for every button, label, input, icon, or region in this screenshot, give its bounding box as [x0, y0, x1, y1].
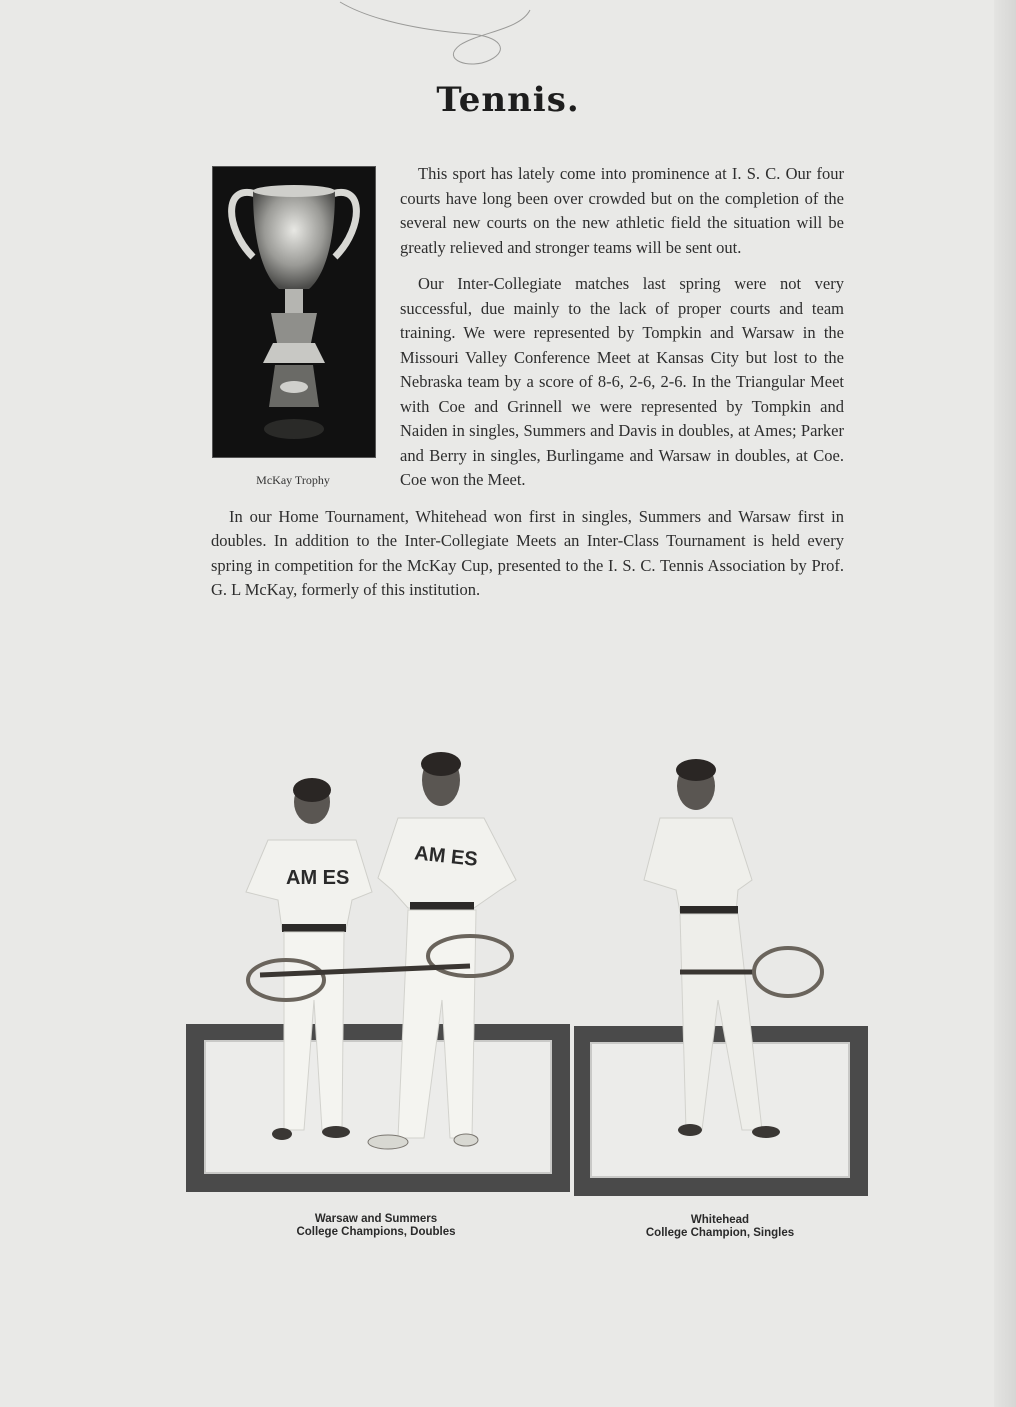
singles-photo-caption [580, 1214, 860, 1240]
doubles-player-left-figure [246, 778, 372, 1140]
doubles-photo-caption [236, 1213, 516, 1239]
paragraph-1: This sport has lately come into prominence at I. S. C. Our four courts have long been over crowded but on the completion of the several new courts on the new athletic field the situation will be greatly relieved and stronger teams will be sent out. [400, 164, 844, 257]
doubles-caption-title: College Champions, Doubles [296, 1226, 456, 1238]
paragraph-3: In our Home Tournament, Whitehead won first in singles, Summers and Warsaw first in doubles. In addition to the Inter-Collegiate Meets an Inter-Class Tournament is held every spring in competition for the McKay Cup, presented to the I. S. C. Tennis Association by Prof. G. L McKay, formerly of this institution. [211, 506, 844, 599]
paragraph-2: Our Inter-Collegiate matches last spring were not very successful, due mainly to the lack of proper courts and team training. We were represented by Tompkin and Warsaw in the Missouri Valley Conference Meet at Kansas City but lost to the Nebraska team by a score of 8-6, 2-6, 2-6. In the Triangular Meet with Coe and Grinnell we were represented by Tompkin and Naiden in singles, Summers and Davis in doubles, at Ames; Parker and Berry in singles, Burlingame and Warsaw in doubles, at Coe. Coe won the Meet. [400, 274, 844, 489]
shirt-lettering-right: AM ES [413, 842, 479, 871]
trophy-caption: McKay Trophy [256, 473, 330, 487]
singles-caption-title: College Champion, Singles [645, 1227, 795, 1239]
doubles-caption-names: Warsaw and Summers [314, 1213, 438, 1225]
page-title: Tennis. [436, 80, 580, 120]
singles-player-figure [644, 759, 822, 1138]
singles-caption-name: Whitehead [690, 1214, 750, 1226]
shirt-lettering-left: AM ES [286, 867, 350, 889]
